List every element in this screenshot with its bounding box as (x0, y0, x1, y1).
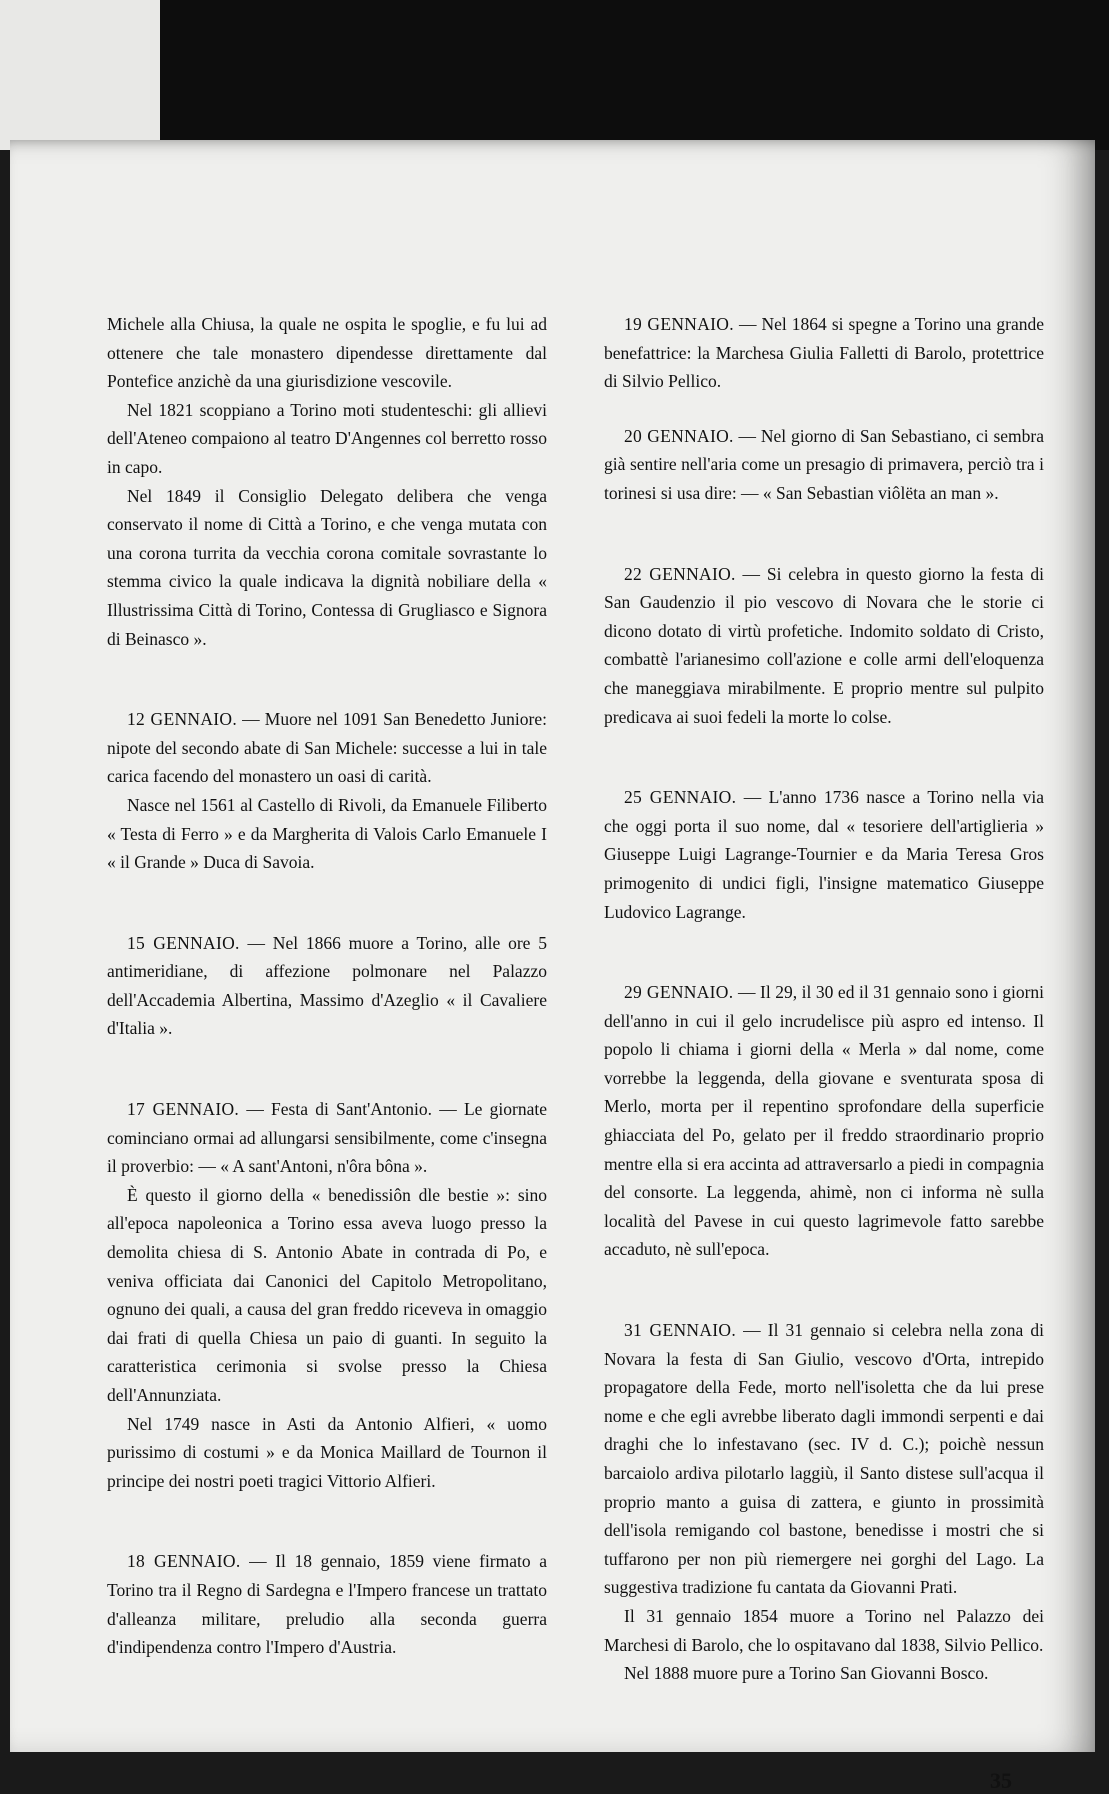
paragraph-text: Michele alla Chiusa, la quale ne ospita le spoglie, e fu lui ad ottenere che tale monastero dipendesse direttamente dal Pontefice anzichè da una giurisdizione vescovile. (107, 314, 547, 392)
entry-text: — Nel giorno di San Sebastiano, ci sembra già sentire nell'aria come un presagio di primavera, perciò tra i torinesi si usa dire: — « San Sebastian viôlëta an man ». (604, 425, 1044, 503)
entry-text: — Nel 1864 si spegne a Torino una grande benefattrice: la Marchesa Giulia Falletti di Barolo, protettrice di Silvio Pellico. (604, 314, 1045, 392)
entry-text: — Si celebra in questo giorno la festa di San Gaudenzio il pio vescovo di Novara che le storie ci dicono dotato di virtù profetiche. Indomito soldato di Cristo, combattè l'arianesimo coll'azione e colle armi dell'eloquenza che maneggiava mirabilmente. E proprio mentre sul pulpito predicava ai suoi fedeli la morte lo colse. (604, 563, 1045, 727)
entry-text: — Festa di Sant'Antonio. — Le giornate cominciano ormai ad allungarsi sensibilmente, come c'insegna il proverbio: — « A sant'Antoni, n'ôra bôna ». (107, 1099, 547, 1177)
paragraph-text: Nel 1888 muore pure a Torino San Giovanni Bosco. (624, 1663, 989, 1684)
entry-date: 31 GENNAIO. (624, 1320, 736, 1341)
continued-paragraph (107, 310, 547, 396)
entry-text: — Muore nel 1091 San Benedetto Juniore: nipote del secondo abate di San Michele: successe a lui in tale carica facendo del monastero un oasi di carità. (107, 709, 547, 787)
entry-text: — Nel 1866 muore a Torino, alle ore 5 antimeridiane, di affezione polmonare nel Palazzo dell'Accademia Albertina, Massimo d'Azeglio « il Cavaliere d'Italia ». (107, 932, 547, 1039)
paragraph (107, 1181, 547, 1410)
date-entry (107, 705, 547, 791)
entry-date: 25 GENNAIO. (624, 787, 737, 808)
entry-date: 29 GENNAIO. (624, 982, 734, 1003)
entry-text: — Il 29, il 30 ed il 31 gennaio sono i giorni dell'anno in cui il gelo incrudelisce più aspro ed intenso. Il popolo li chiama i giorni della « Merla » dal nome, come vorrebbe la leggenda, della giovane e sventurata sposa di Merlo, morta per il repentino sprofondare della superficie ghiacciata del Po, gelato per il freddo straordinario proprio mentre ella si era accinta ad attraversarlo a piedi in compagnia del consorte. La leggenda, ahimè, non ci informa nè sulla località del Pavese in cui questo lagrimevole fatto sarebbe accaduto, nè sull'epoca. (604, 982, 1045, 1260)
entry-date: 17 GENNAIO. (127, 1099, 240, 1120)
paragraph (604, 1659, 1044, 1688)
page-number: 35 (990, 1768, 1012, 1793)
scan-dark-band (160, 0, 1109, 150)
date-entry (107, 929, 547, 1043)
entry-date: 19 GENNAIO. (624, 314, 734, 334)
paragraph-text: Nel 1849 il Consiglio Delegato delibera che venga conservato il nome di Città a Torino, e che venga mutata con una corona turrita da vecchia corona comitale sovrastante lo stemma civico la quale indicava la dignità nobiliare della « Illustrissima Città di Torino, Contessa di Grugliasco e Signora di Beinasco ». (107, 485, 547, 649)
entry-date: 22 GENNAIO. (624, 563, 736, 584)
paragraph (604, 1602, 1044, 1659)
date-entry (604, 978, 1044, 1264)
entry-text: — L'anno 1736 nasce a Torino nella via che oggi porta il suo nome, dal « tesoriere dell'artiglieria » Giuseppe Luigi Lagrange-Tournier e da Maria Teresa Gros primogenito di undici figli, l'insigne matematico Giuseppe Ludovico Lagrange. (604, 787, 1044, 922)
date-entry (604, 783, 1044, 926)
scan-margin (0, 0, 160, 150)
paragraph (107, 482, 547, 654)
paragraph-text: Il 31 gennaio 1854 muore a Torino nel Palazzo dei Marchesi di Barolo, che lo ospitavano dal 1838, Silvio Pellico. (604, 1605, 1044, 1655)
date-entry (604, 1316, 1044, 1602)
paragraph-text: Nasce nel 1561 al Castello di Rivoli, da Emanuele Filiberto « Testa di Ferro » e da Margherita di Valois Carlo Emanuele I « il Grande » Duca di Savoia. (107, 794, 547, 873)
date-entry (107, 1095, 547, 1181)
date-entry (604, 560, 1044, 732)
paragraph (107, 791, 547, 877)
entry-date: 12 GENNAIO. (127, 709, 238, 730)
paragraph-text: È questo il giorno della « benedissiôn dle bestie »: sino all'epoca napoleonica a Torino essa aveva luogo presso la demolita chiesa di S. Antonio Abate in contrada di Po, e veniva officiata dai Canonici del Capitolo Metropolitano, ognuno dei quali, a causa del gran freddo riceveva in omaggio dai frati di quella Chiesa un paio di guanti. In seguito la caratteristica cerimonia si svolse presso la Chiesa dell'Annunziata. (107, 1184, 547, 1405)
entry-text: — Il 18 gennaio, 1859 viene firmato a Torino tra il Regno di Sardegna e l'Impero francese un trattato d'alleanza militare, preludio alla seconda guerra d'indipendenza contro l'Impero d'Austria. (107, 1551, 547, 1658)
date-entry (604, 422, 1044, 508)
date-entry (107, 1547, 547, 1661)
entry-date: 20 GENNAIO. (624, 425, 734, 446)
left-column (107, 310, 547, 1662)
book-page (10, 140, 1095, 1793)
right-column (604, 310, 1044, 1688)
entry-text: — Il 31 gennaio si celebra nella zona di Novara la festa di San Giulio, vescovo d'Orta, intrepido propagatore della Fede, morto nell'isoletta che da lui prese nome e che egli avrebbe liberato dagli immondi serpenti e dai draghi che lo infestavano (sec. IV d. C.); poichè nessun barcaiolo ardiva pilotarlo laggiù, il Santo distese sull'acqua il proprio manto a guisa di zattera, e giunto in prossimità dell'isola remigando col bastone, benedisse i mostri che si tuffarono per non più riemergere nei gorghi del Lago. La suggestiva tradizione fu cantata da Giovanni Prati. (604, 1320, 1044, 1598)
entry-date: 15 GENNAIO. (127, 932, 240, 953)
paragraph (107, 396, 547, 482)
date-entry (604, 310, 1044, 396)
paragraph-text: Nel 1749 nasce in Asti da Antonio Alfieri, « uomo purissimo di costumi » e da Monica Maillard de Tournon il principe dei nostri poeti tragici Vittorio Alfieri. (107, 1413, 547, 1491)
paragraph-text: Nel 1821 scoppiano a Torino moti studenteschi: gli allievi dell'Ateneo compaiono al teatro D'Angennes col berretto rosso in capo. (107, 399, 547, 477)
entry-date: 18 GENNAIO. (127, 1551, 241, 1572)
paragraph (107, 1410, 547, 1496)
